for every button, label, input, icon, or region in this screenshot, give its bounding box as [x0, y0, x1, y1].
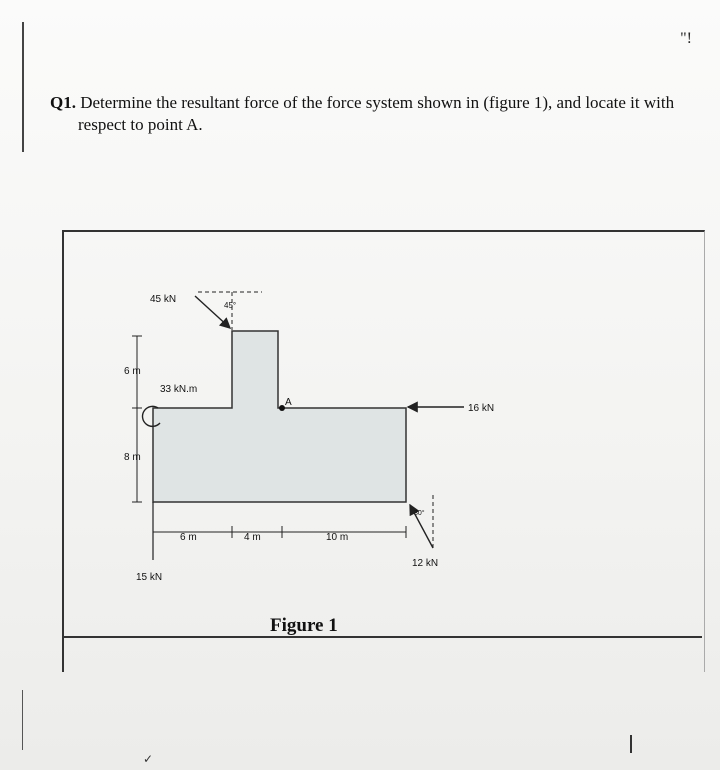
label-dim-10m-horizontal: 10 m: [326, 532, 349, 543]
label-force-15: 15 kN: [136, 572, 163, 583]
label-angle-30: 30°: [414, 510, 425, 517]
label-dim-6m-horizontal: 6 m: [180, 532, 197, 543]
label-dim-4m-horizontal: 4 m: [244, 532, 261, 543]
question-line-1: Determine the resultant force of the force system shown in (figure 1), and locate it with: [80, 93, 675, 112]
label-point-a: A: [285, 397, 292, 408]
label-force-16: 16 kN: [468, 403, 495, 414]
top-right-mark: "!: [680, 30, 692, 47]
label-moment-33: 33 kN.m: [160, 384, 198, 395]
plate-shape: [153, 331, 406, 502]
figure-caption: Figure 1: [270, 615, 338, 636]
label-force-45: 45 kN: [150, 294, 177, 305]
check-mark: ✓: [143, 752, 154, 766]
question-line-2: respect to point A.: [78, 115, 203, 134]
bottom-right-bar: [630, 735, 632, 753]
label-force-12: 12 kN: [412, 558, 439, 569]
question-number: Q1.: [50, 93, 76, 112]
label-dim-8m-vertical: 8 m: [124, 452, 141, 463]
label-dim-6m-vertical: 6 m: [124, 366, 141, 377]
label-angle-45: 45°: [224, 301, 237, 310]
